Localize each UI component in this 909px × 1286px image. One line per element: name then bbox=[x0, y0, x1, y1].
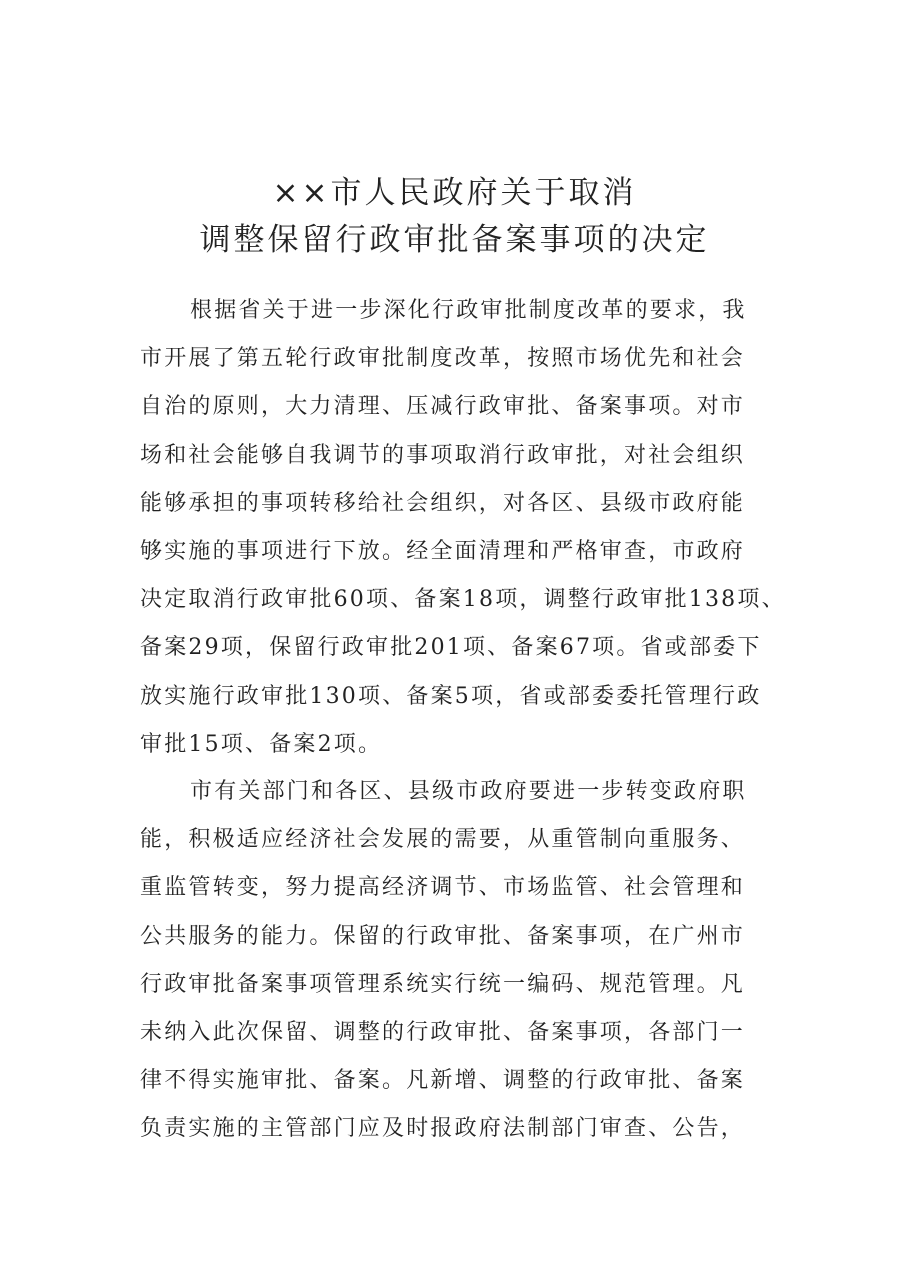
paragraph-line: 公共服务的能力。保留的行政审批、备案事项，在广州市 bbox=[140, 924, 746, 949]
paragraph-line: 决定取消行政审批60项、备案18项，调整行政审批138项、 bbox=[140, 587, 786, 612]
paragraph-line: 场和社会能够自我调节的事项取消行政审批，对社会组织 bbox=[140, 443, 746, 468]
paragraph-line: 行政审批备案事项管理系统实行统一编码、规范管理。凡 bbox=[140, 972, 746, 997]
paragraph-line: 重监管转变，努力提高经济调节、市场监管、社会管理和 bbox=[140, 875, 746, 900]
paragraph-line: 负责实施的主管部门应及时报政府法制部门审查、公告， bbox=[140, 1116, 746, 1141]
paragraph-line: 未纳入此次保留、调整的行政审批、备案事项，各部门一 bbox=[140, 1020, 746, 1045]
paragraph-line: 能，积极适应经济社会发展的需要，从重管制向重服务、 bbox=[140, 827, 746, 852]
paragraph-line: 自治的原则，大力清理、压减行政审批、备案事项。对市 bbox=[140, 394, 746, 419]
paragraph-line: 放实施行政审批130项、备案5项，省或部委委托管理行政 bbox=[140, 684, 762, 709]
paragraph-line: 审批15项、备案2项。 bbox=[140, 732, 383, 757]
paragraph-line: 能够承担的事项转移给社会组织，对各区、县级市政府能 bbox=[140, 491, 746, 516]
paragraph-line: 律不得实施审批、备案。凡新增、调整的行政审批、备案 bbox=[140, 1068, 746, 1093]
paragraph-line: 根据省关于进一步深化行政审批制度改革的要求，我 bbox=[190, 298, 747, 323]
paragraph-line: 够实施的事项进行下放。经全面清理和严格审查，市政府 bbox=[140, 539, 746, 564]
paragraph-line: 市开展了第五轮行政审批制度改革，按照市场优先和社会 bbox=[140, 346, 746, 371]
document-title-line-2: 调整保留行政审批备案事项的决定 bbox=[199, 222, 710, 258]
paragraph-line: 备案29项，保留行政审批201项、备案67项。省或部委下 bbox=[140, 635, 762, 660]
paragraph-line: 市有关部门和各区、县级市政府要进一步转变政府职 bbox=[190, 779, 747, 804]
document-title-line-1: ××市人民政府关于取消 bbox=[272, 175, 637, 211]
